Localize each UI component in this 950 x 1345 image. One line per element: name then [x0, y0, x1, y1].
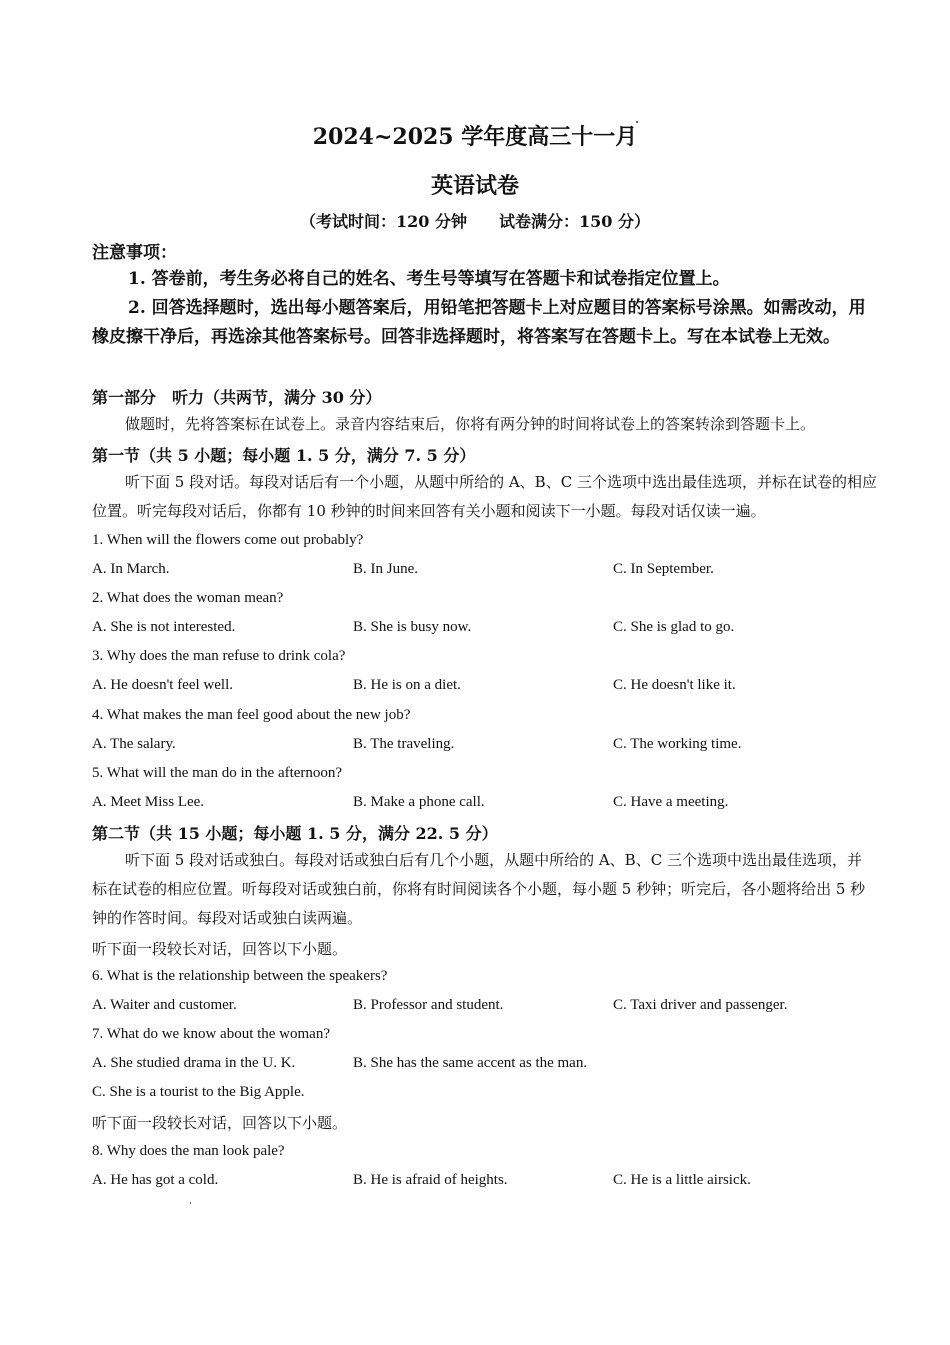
q1-option-a: A. In March. — [92, 561, 170, 577]
q1-option-c: C. In September. — [613, 561, 714, 577]
question-6: 6. What is the relationship between the speakers? — [92, 968, 388, 984]
q8-option-c: C. He is a little airsick. — [613, 1172, 751, 1188]
q2-option-c: C. She is glad to go. — [613, 619, 735, 635]
question-2: 2. What does the woman mean? — [92, 590, 284, 606]
section1-instruction: 听下面 5 段对话。每段对话后有一个小题，从题中所给的 A、B、C 三个选项中选出最佳选项，并标在试卷的相应位置。听完每段对话后，你都有 10 秒钟的时间来回答有关小题和阅读下一小题。每段对话仅读一遍。 — [92, 473, 877, 520]
question-8: 8. Why does the man look pale? — [92, 1143, 285, 1159]
section2-instruction: 听下面 5 段对话或独白。每段对话或独白后有几个小题，从题中所给的 A、B、C 三个选项中选出最佳选项，并标在试卷的相应位置。听每段对话或独白前，你将有时间阅读各个小题，每小题 5 秒钟；听完后，各小题将给出 5 秒钟的作答时间。每段对话或独白读两遍。 — [92, 851, 866, 927]
q5-option-b: B. Make a phone call. — [353, 794, 485, 810]
q3-option-a: A. He doesn't feel well. — [92, 677, 233, 693]
stray-mark — [190, 1202, 191, 1204]
q4-option-c: C. The working time. — [613, 736, 742, 752]
section2-intro-1: 听下面一段较长对话，回答以下小题。 — [92, 940, 348, 958]
q2-option-a: A. She is not interested. — [92, 619, 236, 635]
question-4: 4. What makes the man feel good about the new job? — [92, 707, 411, 723]
question-3: 3. Why does the man refuse to drink cola? — [92, 648, 346, 664]
stray-mark — [636, 121, 638, 123]
q3-option-b: B. He is on a diet. — [353, 677, 461, 693]
q5-option-a: A. Meet Miss Lee. — [92, 794, 205, 810]
exam-info: （考试时间：120 分钟 试卷满分：150 分） — [300, 212, 650, 231]
question-1: 1. When will the flowers come out probably? — [92, 532, 364, 548]
q3-option-c: C. He doesn't like it. — [613, 677, 736, 693]
q5-option-c: C. Have a meeting. — [613, 794, 729, 810]
section2-intro-2: 听下面一段较长对话，回答以下小题。 — [92, 1114, 348, 1132]
q8-option-a: A. He has got a cold. — [92, 1172, 219, 1188]
question-7: 7. What do we know about the woman? — [92, 1026, 331, 1042]
notice-label: 注意事项： — [92, 243, 177, 263]
q6-option-b: B. Professor and student. — [353, 997, 504, 1013]
q8-option-b: B. He is afraid of heights. — [353, 1172, 508, 1188]
q7-option-a: A. She studied drama in the U. K. — [92, 1055, 296, 1071]
q7-option-c: C. She is a tourist to the Big Apple. — [92, 1084, 305, 1100]
section1-heading: 第一节（共 5 小题；每小题 1. 5 分，满分 7. 5 分） — [92, 446, 476, 465]
q7-option-b: B. She has the same accent as the man. — [353, 1055, 588, 1071]
q4-option-a: A. The salary. — [92, 736, 176, 752]
notice-item-2: 2. 回答选择题时，选出每小题答案后，用铅笔把答题卡上对应题目的答案标号涂黑。如需改动，用橡皮擦干净后，再选涂其他答案标号。回答非选择题时，将答案写在答题卡上。写在本试卷上无效。 — [92, 298, 866, 347]
part1-instruction: 做题时，先将答案标在试卷上。录音内容结束后，你将有两分钟的时间将试卷上的答案转涂到答题卡上。 — [125, 415, 816, 433]
q1-option-b: B. In June. — [353, 561, 418, 577]
notice-item-1: 1. 答卷前，考生务必将自己的姓名、考生号等填写在答题卡和试卷指定位置上。 — [128, 269, 730, 289]
q6-option-a: A. Waiter and customer. — [92, 997, 237, 1013]
exam-title: 2024~2025 学年度高三十一月 — [312, 124, 638, 150]
part1-heading: 第一部分 听力（共两节，满分 30 分） — [92, 388, 382, 407]
question-5: 5. What will the man do in the afternoon? — [92, 765, 343, 781]
subject-title: 英语试卷 — [430, 173, 519, 199]
q6-option-c: C. Taxi driver and passenger. — [613, 997, 788, 1013]
q2-option-b: B. She is busy now. — [353, 619, 472, 635]
q4-option-b: B. The traveling. — [353, 736, 455, 752]
section2-heading: 第二节（共 15 小题；每小题 1. 5 分，满分 22. 5 分） — [92, 824, 498, 843]
